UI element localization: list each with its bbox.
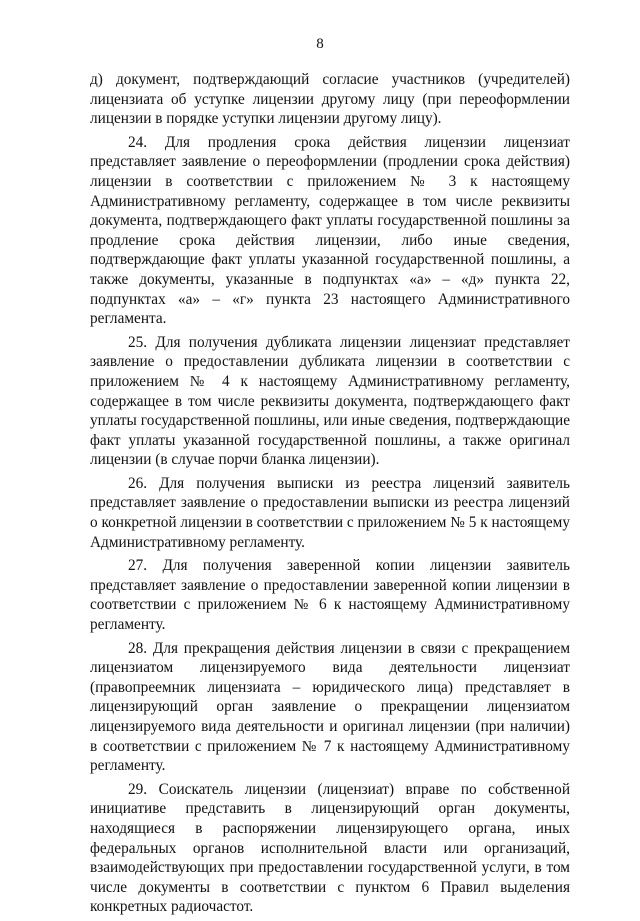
- paragraph-27: 27. Для получения заверенной копии лицензии заявитель представляет заявление о предоставлении заверенной копии лицензии в соответствии с приложением № 6 к настоящему Административному регламенту.: [90, 557, 570, 634]
- paragraph-29: 29. Соискатель лицензии (лицензиат) вправе по собственной инициативе представить в лицензирующий орган документы, находящиеся в распоряжении лицензирующего органа, иных федеральных органов исполнительной власти или организаций, взаимодействующих при предоставлении государственной услуги, в том числе документы в соответствии с пунктом 6 Правил выделения конкретных радиочастот.: [90, 780, 570, 916]
- paragraph-26: 26. Для получения выписки из реестра лицензий заявитель представляет заявление о предоставлении выписки из реестра лицензий о конкретной лицензии в соответствии с приложением № 5 к настоящему Административному регламенту.: [90, 474, 570, 551]
- paragraph-d: д) документ, подтверждающий согласие участников (учредителей) лицензиата об уступке лицензии другому лицу (при переоформлении лицензии в порядке уступки лицензии другому лицу).: [90, 71, 570, 128]
- page-number: 8: [316, 36, 324, 52]
- document-body: [90, 70, 570, 921]
- paragraph-25: 25. Для получения дубликата лицензии лицензиат представляет заявление о предоставлении дубликата лицензии в соответствии с приложением № 4 к настоящему Административному регламенту, содержащее в том числе реквизиты документа, подтверждающего факт уплаты государственной пошлины, или иные сведения, подтверждающие факт уплаты указанной государственной пошлины, а также оригинал лицензии (в случае порчи бланка лицензии).: [90, 333, 570, 469]
- paragraph-24: 24. Для продления срока действия лицензии лицензиат представляет заявление о переоформлении (продлении срока действия) лицензии в соответствии с приложением № 3 к настоящему Административному регламенту, содержащее в том числе реквизиты документа, подтверждающего факт уплаты государственной пошлины за продление срока действия лицензии, либо иные сведения, подтверждающие факт уплаты указанной государственной пошлины, а также документы, указанные в подпунктах «а» – «д» пункта 22, подпунктах «а» – «г» пункта 23 настоящего Административного регламента.: [90, 133, 570, 328]
- paragraph-28: 28. Для прекращения действия лицензии в связи с прекращением лицензиатом лицензируемого вида деятельности лицензиат (правопреемник лицензиата – юридического лица) представляет в лицензирующий орган заявление о прекращении лицензиатом лицензируемого вида деятельности и оригинал лицензии (при наличии) в соответствии с приложением № 7 к настоящему Административному регламенту.: [90, 639, 570, 775]
